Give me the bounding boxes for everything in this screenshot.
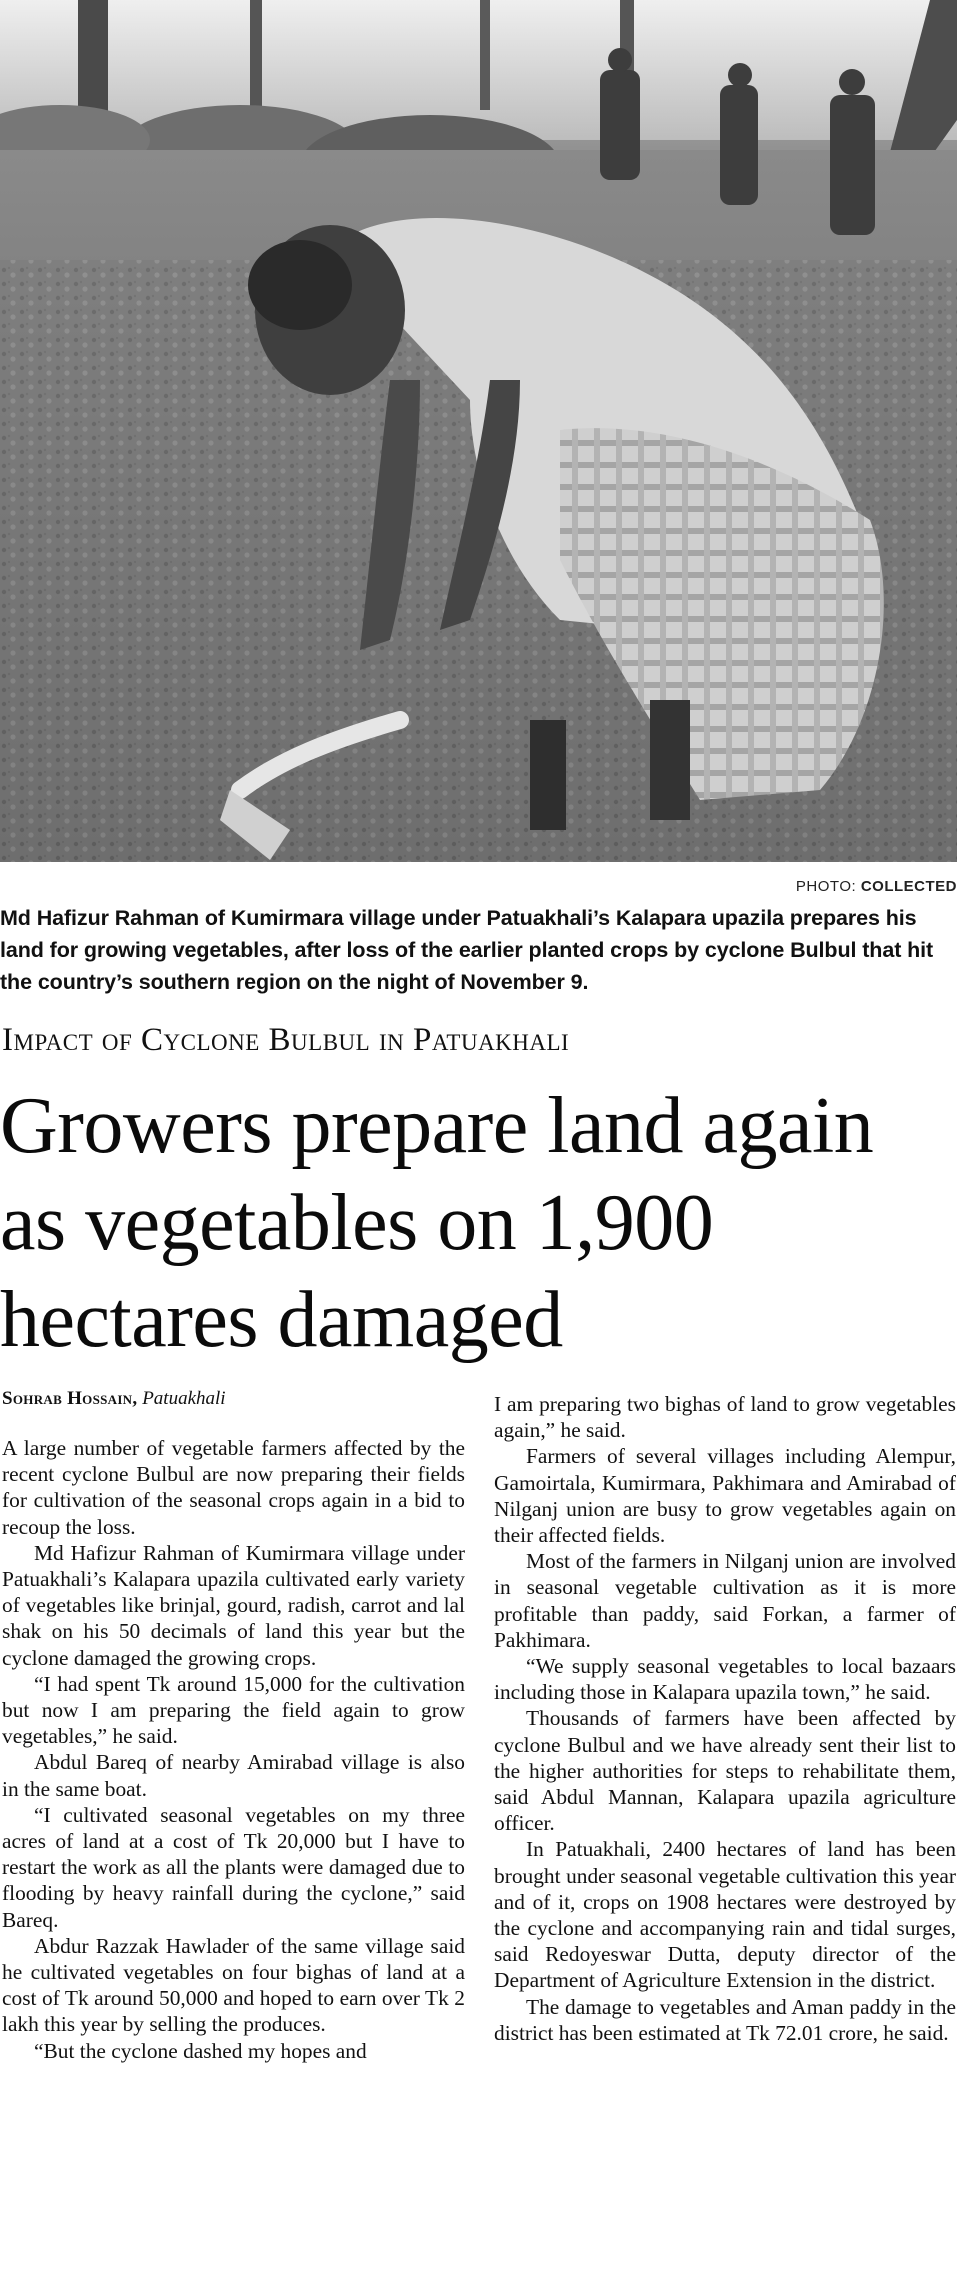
news-photo bbox=[0, 0, 957, 862]
photo-credit-source: COLLECTED bbox=[860, 878, 957, 895]
paragraph: “We supply seasonal vegetables to local bazaars including those in Kalapara upazila town,” he said. bbox=[494, 1654, 956, 1705]
paragraph: “I had spent Tk around 15,000 for the cultivation but now I am preparing the field again to grow vegetables,” he said. bbox=[2, 1671, 465, 1749]
photo-caption: Md Hafizur Rahman of Kumirmara village under Patuakhali’s Kalapara upazila prepares his land for growing vegetables, after loss of the earlier planted crops by cyclone Bulbul that hit the country’s southern region on the night of November 9. bbox=[0, 906, 934, 994]
photo-credit-prefix: PHOTO: bbox=[795, 878, 861, 895]
paragraph: Md Hafizur Rahman of Kumirmara village under Patuakhali’s Kalapara upazila cultivated early variety of vegetables like brinjal, gourd, radish, carrot and lal shak on his 50 decimals of land this year but the cyclone damaged the growing crops. bbox=[2, 1540, 465, 1670]
article-column-2 bbox=[494, 1391, 956, 2046]
farmer-photo-illustration bbox=[0, 0, 957, 862]
article-kicker: Impact of Cyclone Bulbul in Patuakhali bbox=[2, 1022, 570, 1058]
paragraph: A large number of vegetable farmers affected by the recent cyclone Bulbul are now preparing their fields for cultivation of the seasonal crops again in a bid to recoup the loss. bbox=[2, 1436, 465, 1539]
article-byline bbox=[2, 1388, 226, 1410]
byline-author: Sohrab Hossain, bbox=[2, 1388, 138, 1409]
article-column-1 bbox=[2, 1435, 465, 2064]
paragraph: Most of the farmers in Nilganj union are involved in seasonal vegetable cultivation as it is more profitable than paddy, said Forkan, a farmer of Pakhimara. bbox=[494, 1549, 956, 1652]
paragraph: In Patuakhali, 2400 hectares of land has been brought under seasonal vegetable cultivation this year and of it, crops on 1908 hectares were destroyed by the cyclone and accompanying rain and tidal surges, said Redoyeswar Dutta, deputy director of the Department of Agriculture Extension in the district. bbox=[494, 1837, 956, 1993]
paragraph: Thousands of farmers have been affected by cyclone Bulbul and we have already sent their list to the higher authorities for steps to rehabilitate them, said Abdul Mannan, Kalapara upazila agriculture officer. bbox=[494, 1706, 956, 1836]
photo-credit bbox=[796, 878, 957, 895]
paragraph: Abdur Razzak Hawlader of the same village said he cultivated vegetables on four bighas of land at a cost of Tk around 50,000 and hoped to earn over Tk 2 lakh this year by selling the produces. bbox=[2, 1933, 465, 2037]
paragraph: The damage to vegetables and Aman paddy in the district has been estimated at Tk 72.01 crore, he said. bbox=[494, 1994, 956, 2045]
paragraph: Abdul Bareq of nearby Amirabad village is also in the same boat. bbox=[2, 1750, 465, 1801]
byline-location: Patuakhali bbox=[142, 1388, 226, 1409]
paragraph: “I cultivated seasonal vegetables on my three acres of land at a cost of Tk 20,000 but I have to restart the work as all the plants were damaged due to flooding by heavy rainfall during the cyclone,” said Bareq. bbox=[2, 1802, 465, 1932]
paragraph: “But the cyclone dashed my hopes and bbox=[34, 2038, 367, 2063]
article-headline: Growers prepare land again as vegetables on 1,900 hectares damaged bbox=[0, 1082, 874, 1364]
paragraph: I am preparing two bighas of land to grow vegetables again,” he said. bbox=[494, 1392, 956, 1443]
paragraph: Farmers of several villages including Alempur, Gamoirtala, Kumirmara, Pakhimara and Amirabad of Nilganj union are busy to grow vegetables again on their affected fields. bbox=[494, 1444, 956, 1548]
